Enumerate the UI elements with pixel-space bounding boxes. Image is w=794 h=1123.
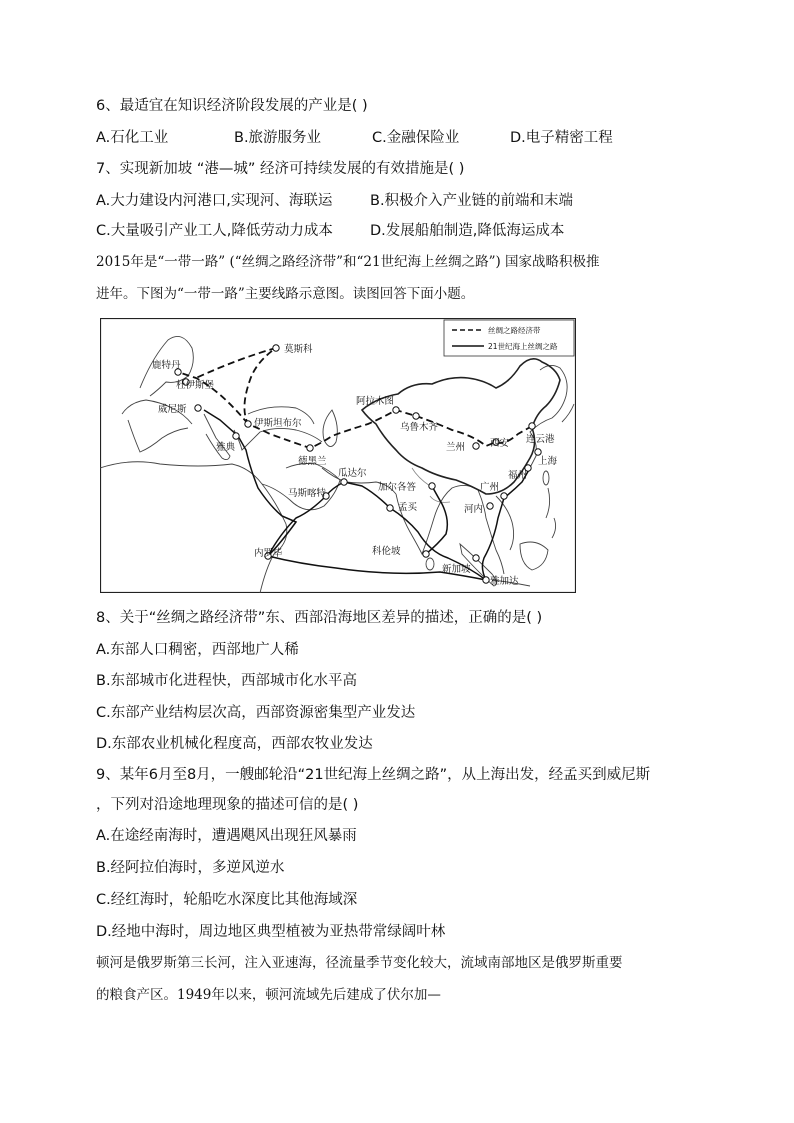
marker-almaty	[393, 407, 399, 413]
city-label-duisburg: 杜伊斯堡	[176, 380, 215, 391]
city-label-gwadar: 瓜达尔	[338, 468, 367, 479]
intro-line-1: 2015年是“一带一路” (“丝绸之路经济带”和“21世纪海上丝绸之路”) 国家战略积极推	[96, 254, 600, 270]
passage-line-2: 的粮食产区。1949年以来，顿河流域先后建成了伏尔加—	[96, 987, 441, 1003]
q6-option-c: C.金融保险业	[372, 130, 460, 146]
city-label-hanoi: 河内	[464, 504, 484, 515]
q8-option-b: B.东部城市化进程快，西部城市化水平高	[96, 673, 358, 689]
marker-lanzhou	[473, 443, 479, 449]
marker-istanbul	[245, 421, 251, 427]
q6-stem: 6、最适宜在知识经济阶段发展的产业是( )	[96, 98, 368, 114]
city-label-muscat: 马斯喀特	[288, 488, 327, 499]
marker-shanghai	[535, 449, 541, 455]
q9-stem-line-1: 9、某年6月至8月，一艘邮轮沿“21世纪海上丝绸之路”，从上海出发，经孟买到威尼斯	[96, 767, 651, 783]
city-label-nairobi: 内罗毕	[254, 548, 283, 559]
q9-option-d: D.经地中海时，周边地区典型植被为亚热带常绿阔叶林	[96, 924, 446, 940]
q7-options-row2	[96, 221, 564, 241]
q7-options-row1	[96, 191, 573, 211]
city-label-xian: 西安	[490, 438, 510, 449]
q6-option-d: D.电子精密工程	[510, 130, 613, 146]
marker-tehran	[307, 445, 313, 451]
city-label-athens: 雅典	[216, 442, 236, 453]
city-label-almaty: 阿拉木图	[356, 396, 395, 407]
city-label-istanbul: 伊斯坦布尔	[254, 418, 302, 429]
q8-stem: 8、关于“丝绸之路经济带”东、西部沿海地区差异的描述，正确的是( )	[96, 610, 543, 626]
marker-moscow	[273, 345, 279, 351]
marker-mumbai	[387, 505, 393, 511]
city-label-shanghai: 上海	[538, 456, 558, 467]
q6-option-a: A.石化工业	[96, 130, 169, 146]
intro-line-2: 进年。下图为“一带一路”主要线路示意图。读图回答下面小题。	[96, 286, 475, 302]
q6-option-b: B.旅游服务业	[234, 130, 322, 146]
q7-option-d: D.发展船舶制造,降低海运成本	[370, 223, 565, 239]
q9-option-c: C.经红海时，轮船吃水深度比其他海域深	[96, 892, 358, 908]
marker-venice	[195, 405, 201, 411]
city-label-fuzhou: 福州	[508, 470, 528, 481]
city-label-jakarta: 雅加达	[490, 576, 519, 587]
legend-land-label: 丝绸之路经济带	[488, 326, 541, 335]
city-label-urumqi: 乌鲁木齐	[400, 422, 439, 433]
city-label-tehran: 德黑兰	[298, 456, 327, 467]
q8-option-d: D.东部农业机械化程度高，西部农牧业发达	[96, 736, 373, 752]
marker-jakarta	[483, 577, 489, 583]
q8-option-a: A.东部人口稠密，西部地广人稀	[96, 642, 299, 658]
marker-gwadar	[341, 479, 347, 485]
city-label-lanzhou: 兰州	[446, 442, 466, 453]
belt-road-map	[100, 318, 576, 593]
city-label-guangzhou: 广州	[480, 482, 500, 493]
q9-stem-line-2: ，下列对沿途地理现象的描述可信的是( )	[96, 797, 359, 813]
marker-lianyungang	[529, 423, 535, 429]
city-label-rotterdam: 鹿特丹	[152, 360, 181, 371]
q7-option-c: C.大量吸引产业工人,降低劳动力成本	[96, 223, 333, 239]
q9-option-a: A.在途经南海时，遭遇飓风出现狂风暴雨	[96, 828, 357, 844]
marker-kolkata	[429, 483, 435, 489]
marker-guangzhou	[501, 493, 507, 499]
marker-athens	[233, 433, 239, 439]
map-legend	[444, 320, 574, 356]
city-label-mumbai: 孟买	[398, 502, 418, 513]
city-label-moscow: 莫斯科	[284, 344, 313, 355]
q7-stem: 7、实现新加坡 “港—城” 经济可持续发展的有效措施是( )	[96, 161, 465, 177]
marker-urumqi	[413, 413, 419, 419]
q9-option-b: B.经阿拉伯海时，多逆风逆水	[96, 860, 285, 876]
city-label-singapore: 新加坡	[442, 564, 471, 575]
marker-colombo	[423, 551, 429, 557]
city-label-kolkata: 加尔各答	[378, 482, 417, 493]
city-label-venice: 威尼斯	[158, 404, 187, 415]
marker-hanoi	[487, 503, 493, 509]
legend-sea-label: 21世纪海上丝绸之路	[488, 342, 558, 351]
city-label-colombo: 科伦坡	[372, 546, 401, 557]
q8-option-c: C.东部产业结构层次高，西部资源密集型产业发达	[96, 705, 416, 721]
q7-option-a: A.大力建设内河港口,实现河、海联运	[96, 193, 333, 209]
city-label-lianyungang: 连云港	[526, 434, 555, 445]
q6-options	[96, 128, 613, 148]
marker-singapore	[473, 555, 479, 561]
passage-line-1: 顿河是俄罗斯第三长河，注入亚速海，径流量季节变化较大，流域南部地区是俄罗斯重要	[96, 955, 623, 971]
q7-option-b: B.积极介入产业链的前端和末端	[370, 193, 574, 209]
